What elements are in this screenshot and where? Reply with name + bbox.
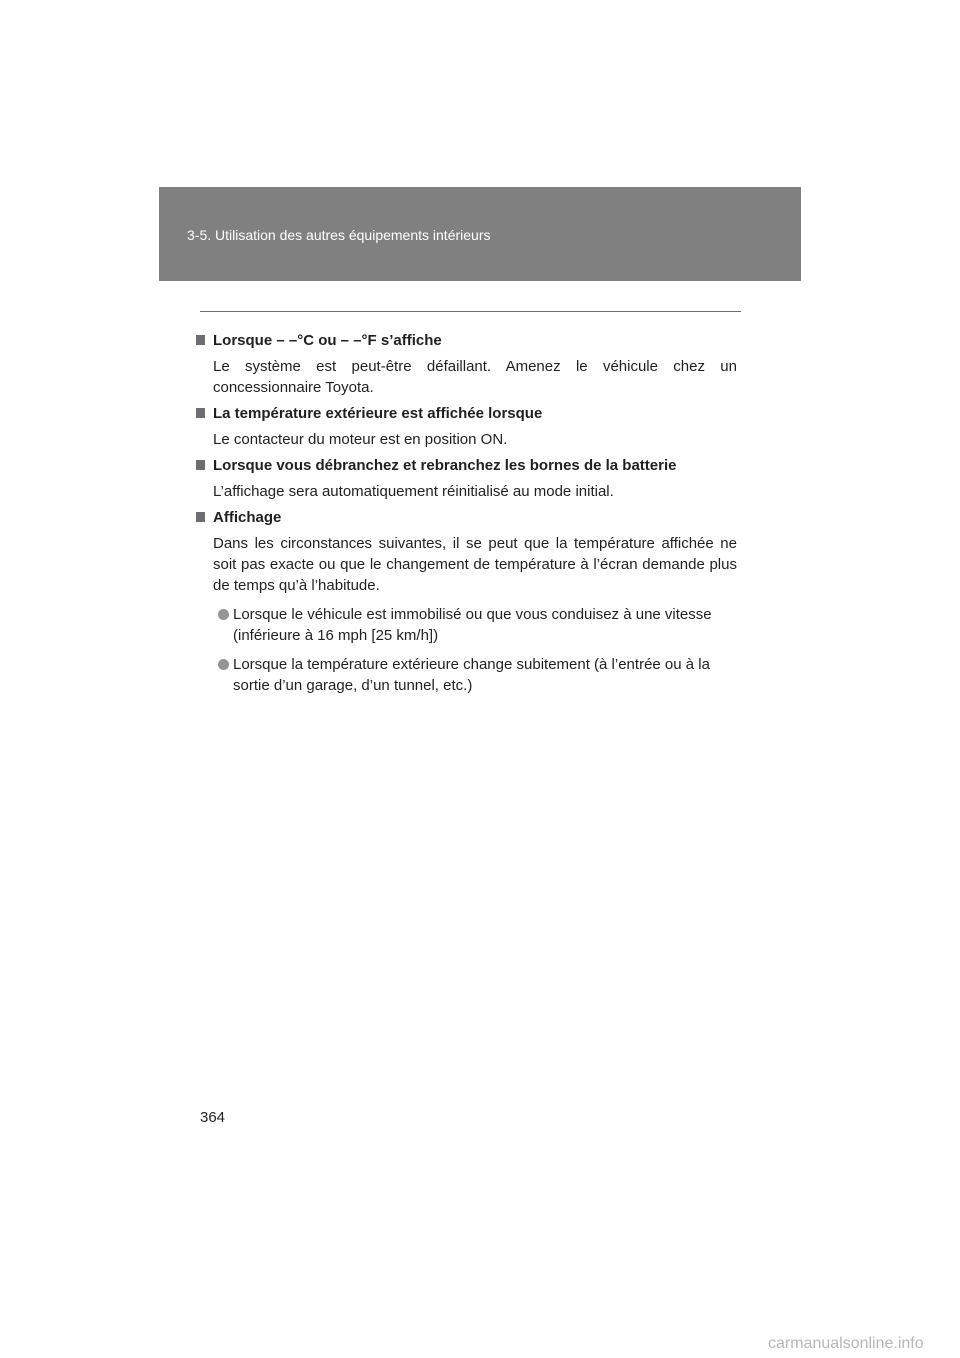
square-bullet-icon	[196, 460, 205, 470]
round-bullet-icon	[218, 659, 229, 670]
section-heading	[194, 507, 737, 528]
square-bullet-icon	[196, 335, 205, 345]
square-bullet-icon	[196, 512, 205, 522]
section-title: 3-5. Utilisation des autres équipements intérieurs	[187, 227, 491, 243]
list-item	[194, 604, 737, 646]
section-heading	[194, 330, 737, 351]
section-heading-text: Lorsque vous débranchez et rebranchez les bornes de la batterie	[213, 457, 677, 474]
section-text: Le contacteur du moteur est en position ON.	[213, 431, 508, 448]
section-text: L’affichage sera automatiquement réinitialisé au mode initial.	[213, 483, 614, 500]
content-body	[194, 330, 737, 701]
section-display-dashes	[194, 330, 737, 398]
section-heading-text: Affichage	[213, 509, 282, 526]
section-battery	[194, 455, 737, 502]
watermark: carmanualsonline.info	[768, 1335, 924, 1352]
list-item-text: Lorsque la température extérieure change subitement (à l’entrée ou à la sortie d’un garage, d’un tunnel, etc.)	[233, 656, 710, 694]
square-bullet-icon	[196, 408, 205, 418]
section-text: Dans les circonstances suivantes, il se peut que la température affichée ne soit pas exacte ou que le changement de température à l’écran demande plus de temps qu’à l’habitude.	[213, 535, 737, 594]
section-outside-temp	[194, 403, 737, 450]
list-item-text: Lorsque le véhicule est immobilisé ou que vous conduisez à une vitesse (inférieure à 16 mph [25 km/h])	[233, 606, 712, 644]
section-heading	[194, 455, 737, 476]
section-text: Le système est peut-être défaillant. Amenez le véhicule chez un concessionnaire Toyota.	[213, 358, 737, 396]
section-heading-text: La température extérieure est affichée lorsque	[213, 405, 543, 422]
section-display	[194, 507, 737, 696]
page-number: 364	[200, 1109, 226, 1126]
list-item	[194, 654, 737, 696]
round-bullet-icon	[218, 609, 229, 620]
section-heading	[194, 403, 737, 424]
header-band	[159, 187, 801, 281]
section-heading-text: Lorsque – –°C ou – –°F s’affiche	[213, 332, 442, 349]
divider	[200, 311, 741, 312]
